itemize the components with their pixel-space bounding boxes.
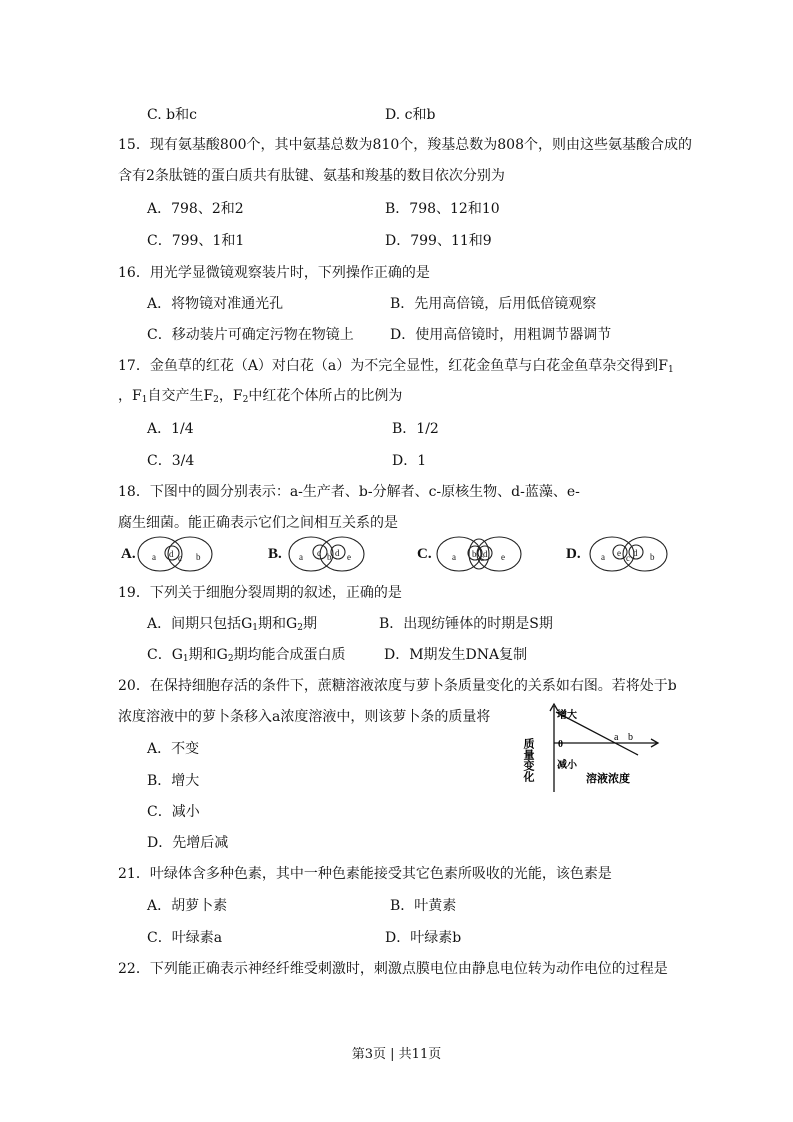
- graph-ylabel: 质量变化: [522, 738, 534, 782]
- question-17-stem: 17．金鱼草的红花（A）对白花（a）为不完全显性，红花金鱼草与白花金鱼草杂交得到$F_1$: [118, 358, 674, 375]
- question-20-stem: 20．在保持细胞存活的条件下，蔗糖溶液浓度与萝卜条质量变化的关系如右图。若将处于b: [118, 678, 677, 694]
- svg-text:a: a: [601, 552, 605, 562]
- option-b: B．增大: [147, 773, 200, 789]
- venn-option-c: [437, 537, 521, 571]
- question-22-stem: 22．下列能正确表示神经纤维受刺激时，刺激点膜电位由静息电位转为动作电位的过程是: [118, 961, 668, 977]
- option-c: C．$G_1$期和$G_2$期均能合成蛋白质: [147, 647, 346, 664]
- page-footer: 第3页 | 共11页: [351, 1047, 442, 1062]
- option-b: B．叶黄素: [390, 898, 457, 914]
- venn-option-a: [138, 537, 212, 571]
- svg-text:b: b: [650, 552, 655, 562]
- svg-text:c: c: [480, 553, 484, 563]
- option-a: A．将物镜对准通光孔: [147, 296, 284, 312]
- venn-label-d: D.: [566, 546, 581, 562]
- question-21-stem: 21．叶绿体含多种色素，其中一种色素能接受其它色素所吸收的光能，该色素是: [118, 866, 612, 882]
- option-a: A．间期只包括$G_1$期和$G_2$期: [147, 616, 317, 633]
- option-a: A．不变: [147, 741, 200, 757]
- graph-down-label: 减小: [557, 760, 577, 771]
- option-c: C．3/4: [147, 453, 195, 469]
- option-d: D．1: [392, 453, 427, 469]
- option-d: D．先增后减: [147, 835, 229, 851]
- svg-text:a: a: [452, 552, 456, 562]
- option-b: B．出现纺锤体的时期是S期: [379, 616, 553, 632]
- svg-text:d: d: [483, 549, 488, 559]
- question-18-stem: 18．下图中的圆分别表示：a-生产者、b-分解者、c-原核生物、d-蓝藻、e-: [118, 484, 580, 500]
- option-b: B．798、12和10: [385, 201, 500, 217]
- svg-text:a: a: [152, 552, 156, 562]
- graph-point-b: b: [628, 732, 633, 743]
- option-c: C．移动装片可确定污物在物镜上: [147, 327, 354, 343]
- svg-text:c: c: [626, 553, 630, 563]
- option-c: C．叶绿素a: [147, 930, 223, 946]
- venn-label-c: C.: [417, 546, 432, 562]
- option-d: D．799、11和9: [385, 233, 492, 249]
- venn-label-b: B.: [268, 546, 282, 562]
- svg-text:c: c: [317, 548, 321, 558]
- option-d: D．M期发生DNA复制: [384, 647, 528, 663]
- question-17-stem-cont: ，$F_1$自交产生$F_2$，$F_2$中红花个体所占的比例为: [118, 388, 403, 405]
- question-15-stem-cont: 含有2条肽链的蛋白质共有肽键、氨基和羧基的数目依次分别为: [118, 168, 505, 184]
- svg-text:d: d: [633, 548, 638, 558]
- svg-text:e: e: [617, 548, 621, 558]
- svg-text:c: c: [178, 553, 182, 563]
- option-b: B．1/2: [392, 421, 439, 437]
- option-c: C．减小: [147, 804, 200, 820]
- question-16-stem: 16．用光学显微镜观察装片时，下列操作正确的是: [118, 265, 430, 281]
- mass-change-graph: [520, 700, 670, 800]
- option-d: D．使用高倍镜时，用粗调节器调节: [390, 327, 612, 343]
- graph-zero-label: 0: [558, 739, 563, 750]
- option-d: D．叶绿素b: [385, 930, 462, 946]
- venn-label-a: A.: [121, 546, 136, 562]
- question-19-stem: 19．下列关于细胞分裂周期的叙述，正确的是: [118, 585, 402, 601]
- option-c: C．799、1和1: [147, 233, 245, 249]
- graph-xlabel: 溶液浓度: [586, 773, 630, 785]
- venn-diagrams: [0, 530, 793, 580]
- graph-up-label: 增大: [557, 710, 577, 721]
- option-a: A．1/4: [147, 421, 194, 437]
- svg-text:b: b: [327, 552, 332, 562]
- option-b: B．先用高倍镜，后用低倍镜观察: [390, 296, 597, 312]
- svg-text:d: d: [335, 548, 340, 558]
- option-a: A．胡萝卜素: [147, 898, 228, 914]
- question-15-stem: 15．现有氨基酸800个，其中氨基总数为810个，羧基总数为808个，则由这些氨基酸合成的: [118, 137, 692, 153]
- graph-point-a: a: [614, 732, 619, 743]
- svg-text:d: d: [169, 549, 174, 559]
- question-20-stem-cont: 浓度溶液中的萝卜条移入a浓度溶液中，则该萝卜条的质量将: [118, 709, 491, 725]
- option-a: A．798、2和2: [147, 201, 244, 217]
- svg-text:a: a: [299, 552, 303, 562]
- svg-text:e: e: [501, 552, 505, 562]
- question-18-stem-cont: 腐生细菌。能正确表示它们之间相互关系的是: [118, 515, 398, 531]
- svg-text:b: b: [472, 549, 477, 559]
- svg-text:b: b: [196, 552, 201, 562]
- option-d: D. c和b: [385, 107, 436, 123]
- svg-text:e: e: [347, 552, 351, 562]
- option-c: C. b和c: [147, 107, 197, 123]
